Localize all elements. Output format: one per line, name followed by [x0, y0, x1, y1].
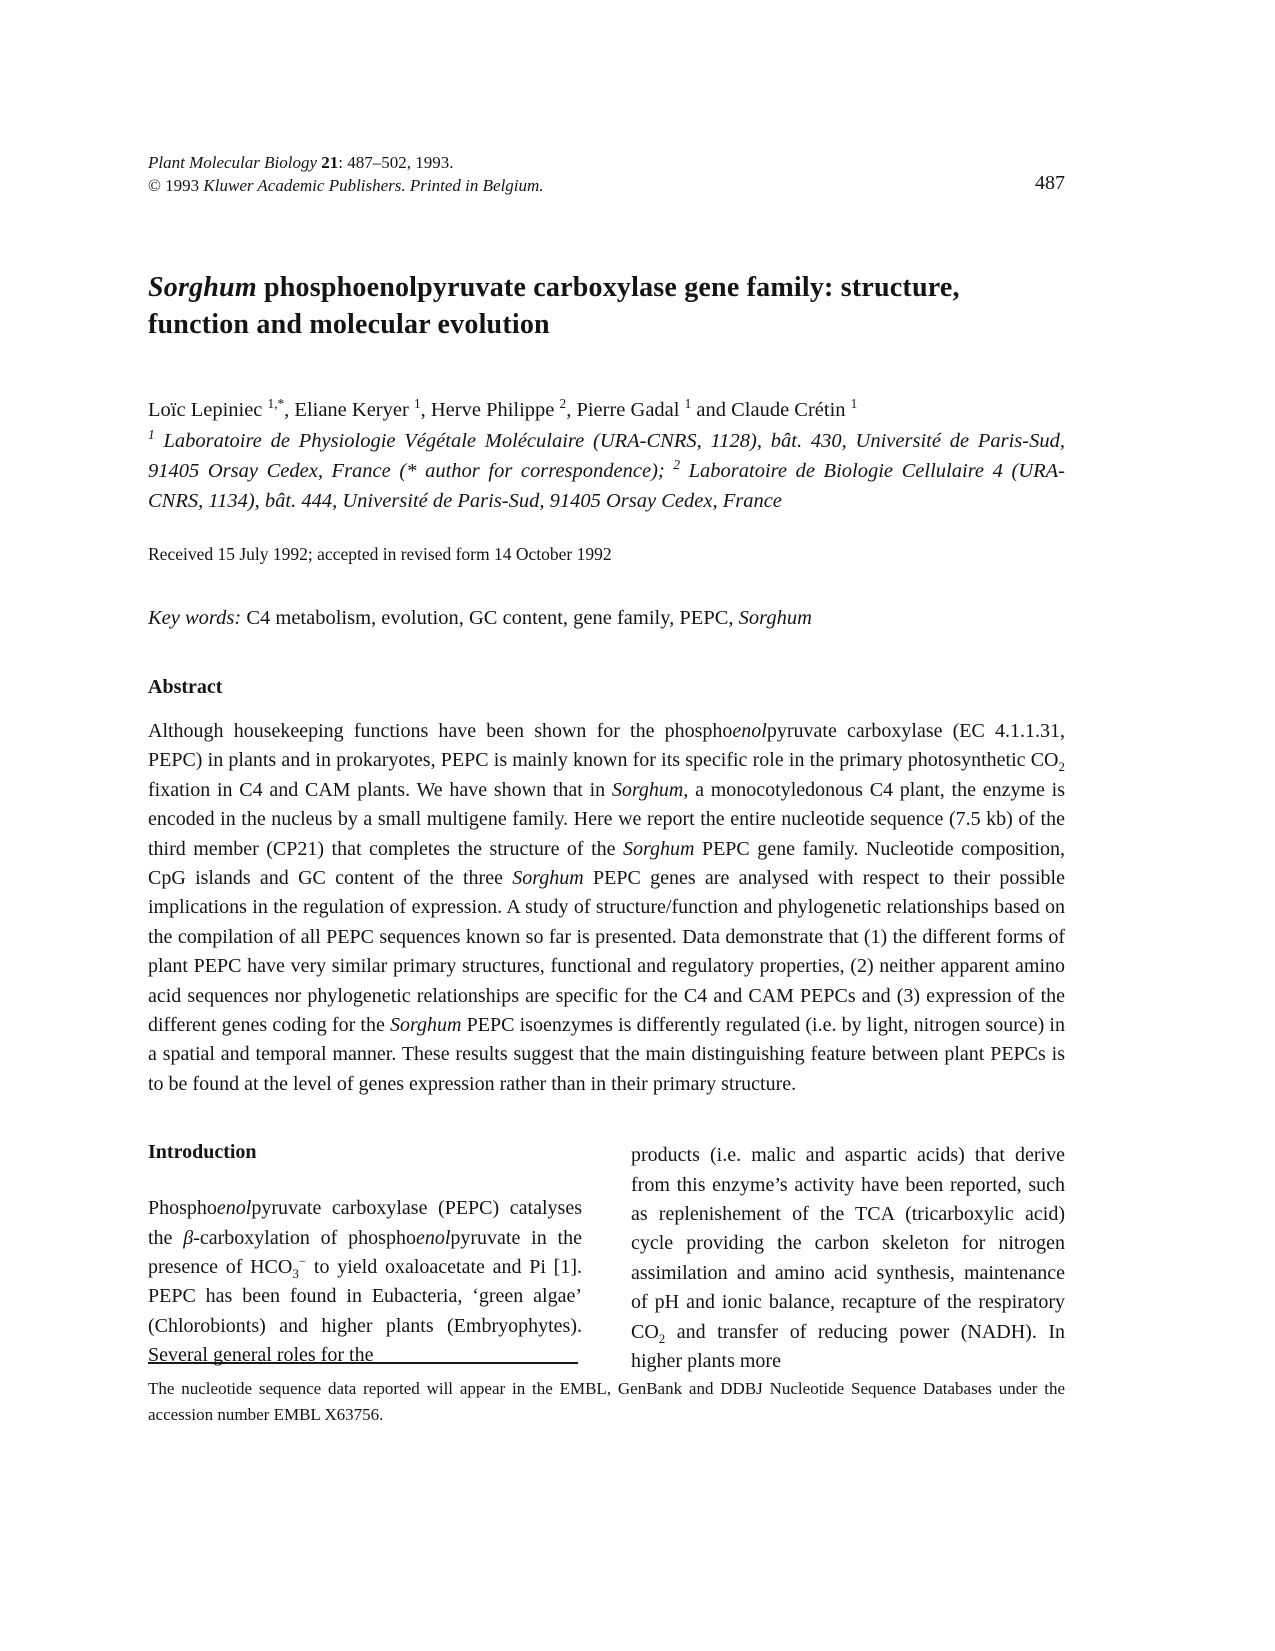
abstract-text: Although housekeeping functions have been shown for the phosphoenolpyruvate carboxylase (EC 4.1.1.31, PEPC) in plants and in prokaryotes, PEPC is mainly known for its specific role in the primary photosynthetic $CO_2$ fixation in C4 and CAM plants. We have shown that in Sorghum, a monocotyledonous C4 plant, the enzyme is encoded in the nucleus by a small multigene family. Here we report the entire nucleotide sequence (7.5 kb) of the third member (CP21) that completes the structure of the Sorghum PEPC gene family. Nucleotide composition, CpG islands and GC content of the three Sorghum PEPC genes are analysed with respect to their possible implications in the regulation of expression. A study of structure/function and phylogenetic relationships based on the compilation of all PEPC sequences known so far is presented. Data demonstrate that (1) the different forms of plant PEPC have very similar primary structures, functional and regulatory properties, (2) neither apparent amino acid sequences nor phylogenetic relationships are specific for the C4 and CAM PEPCs and (3) expression of the different genes coding for the Sorghum PEPC isoenzymes is differently regulated (i.e. by light, nitrogen source) in a spatial and temporal manner. These results suggest that the main distinguishing feature between plant PEPCs is to be found at the level of genes expression rather than in their primary structure.: [148, 720, 1065, 1095]
introduction-section: [148, 1141, 1065, 1376]
footnote: [148, 1362, 1065, 1429]
journal-citation-block: [148, 152, 544, 198]
footnote-rule: [148, 1362, 578, 1364]
received-line: Received 15 July 1992; accepted in revised form 14 October 1992: [148, 543, 612, 564]
column-right: [631, 1141, 1065, 1376]
introduction-paragraph-right: products (i.e. malic and aspartic acids) that derive from this enzyme’s activity have been reported, such as replenishement of the TCA (tricarboxylic acid) cycle providing the carbon skeleton for nitrogen assimilation and amino acid synthesis, maintenance of pH and ionic balance, recapture of the respiratory $CO_2$ and transfer of reducing power (NADH). In higher plants more: [631, 1144, 1065, 1372]
article-title: Sorghum phosphoenolpyruvate carboxylase gene family: structure, function and molecular evolution: [148, 271, 960, 340]
journal-header: [148, 152, 1065, 198]
keywords-line: Key words: C4 metabolism, evolution, GC content, gene family, PEPC, Sorghum: [148, 607, 812, 630]
page-number: 487: [1035, 171, 1065, 194]
footnote-text: The nucleotide sequence data reported will appear in the EMBL, GenBank and DDBJ Nucleotide Sequence Databases under the accession number EMBL X63756.: [148, 1379, 1065, 1425]
journal-citation: Plant Molecular Biology 21: 487–502, 1993.: [148, 153, 454, 172]
affiliations: $^1$ Laboratoire de Physiologie Végétale Moléculaire (URA-CNRS, 1128), bât. 430, Université de Paris-Sud, 91405 Orsay Cedex, France (* author for correspondence); $^2$ Laboratoire de Biologie Cellulaire 4 (URA-CNRS, 1134), bât. 444, Université de Paris-Sud, 91405 Orsay Cedex, France: [148, 426, 1065, 512]
abstract-heading: Abstract: [148, 676, 223, 699]
copyright-notice: © 1993 Kluwer Academic Publishers. Printed in Belgium.: [148, 175, 544, 195]
introduction-heading: Introduction: [148, 1141, 257, 1164]
introduction-paragraph-left: Phosphoenolpyruvate carboxylase (PEPC) catalyses the β-carboxylation of phosphoenolpyruvate in the presence of $HCO_3^-$ to yield oxaloacetate and Pi [1]. PEPC has been found in Eubacteria, ‘green algae’ (Chlorobionts) and higher plants (Embryophytes). Several general roles for the: [148, 1197, 582, 1367]
authors-line: Loïc Lepiniec $^{1,*}$, Eliane Keryer $^1$, Herve Philippe $^2$, Pierre Gadal $^1$ and Claude Crétin $^1$: [148, 395, 858, 421]
column-left: [148, 1141, 582, 1376]
